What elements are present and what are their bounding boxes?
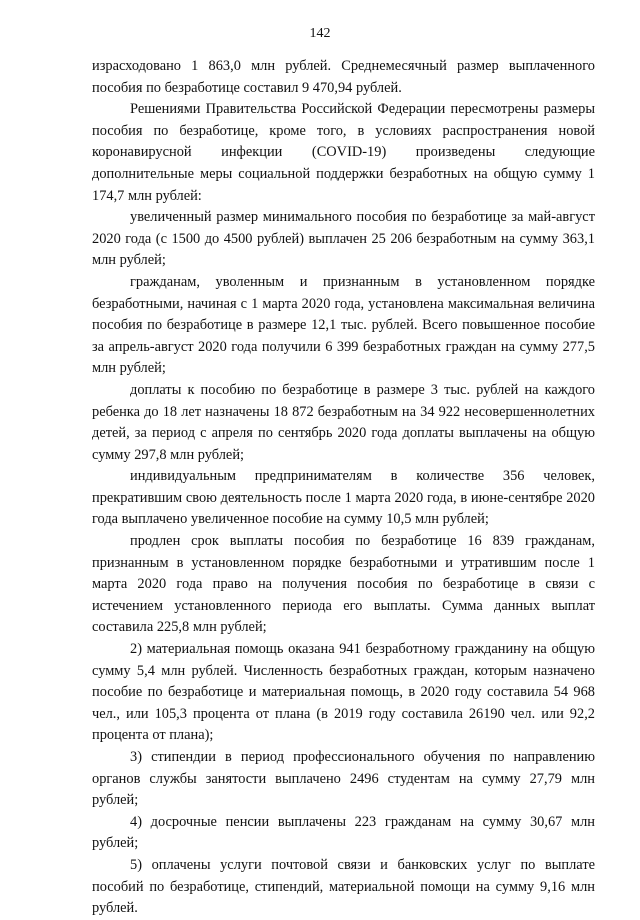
paragraph: израсходовано 1 863,0 млн рублей. Среднемесячный размер выплаченного пособия по безработице составил 9 470,94 рублей.	[92, 58, 595, 96]
paragraph: гражданам, уволенным и признанным в установленном порядке безработными, начиная с 1 марта 2020 года, установлена максимальная величина пособия по безработице в размере 12,1 тыс. рублей. Всего повышенное пособие за апрель-август 2020 года получили 6 399 безработных граждан на сумму 277,5 млн рублей;	[92, 273, 595, 377]
paragraph: доплаты к пособию по безработице в размере 3 тыс. рублей на каждого ребенка до 18 лет назначены 18 872 безработным на 34 922 несовершеннолетних детей, за период с апреля по сентябрь 2020 года доплаты выплачены на общую сумму 297,8 млн рублей;	[92, 381, 595, 463]
document-body	[92, 56, 595, 920]
paragraph: продлен срок выплаты пособия по безработице 16 839 гражданам, признанным в установленном порядке безработными и утратившим после 1 марта 2020 года право на получения пособия по безработице в связи с истечением установленного периода его выплаты. Сумма данных выплат составила 225,8 млн рублей;	[92, 533, 595, 636]
paragraph: 3) стипендии в период профессионального обучения по направлению органов службы занятости выплачено 2496 студентам на сумму 27,79 млн рублей;	[92, 749, 595, 809]
paragraph: 2) материальная помощь оказана 941 безработному гражданину на общую сумму 5,4 млн рублей. Численность безработных граждан, которым назначено пособие по безработице и материальная помощь, в 2020 году составила 54 968 чел., или 105,3 процента от плана (в 2019 году составила 26190 чел. или 92,2 процента от плана);	[92, 641, 595, 744]
paragraph: 5) оплачены услуги почтовой связи и банковских услуг по выплате пособий по безработице, стипендий, материальной помощи на сумму 9,16 млн рублей.	[92, 856, 595, 917]
paragraph: 4) досрочные пенсии выплачены 223 гражданам на сумму 30,67 млн рублей;	[92, 813, 595, 852]
paragraph: индивидуальным предпринимателям в количестве 356 человек, прекратившим свою деятельность после 1 марта 2020 года, в июне-сентябре 2020 года выплачено увеличенное пособие на сумму 10,5 млн рублей;	[92, 468, 595, 528]
paragraph: увеличенный размер минимального пособия по безработице за май-август 2020 года (с 1500 до 4500 рублей) выплачен 25 206 безработным на сумму 363,1 млн рублей;	[92, 209, 595, 269]
paragraph: Решениями Правительства Российской Федерации пересмотрены размеры пособия по безработице, кроме того, в условиях распространения новой коронавирусной инфекции (COVID-19) произведены следующие дополнительные меры социальной поддержки безработных на общую сумму 1 174,7 млн рублей:	[92, 101, 595, 204]
page-number: 142	[309, 26, 331, 41]
